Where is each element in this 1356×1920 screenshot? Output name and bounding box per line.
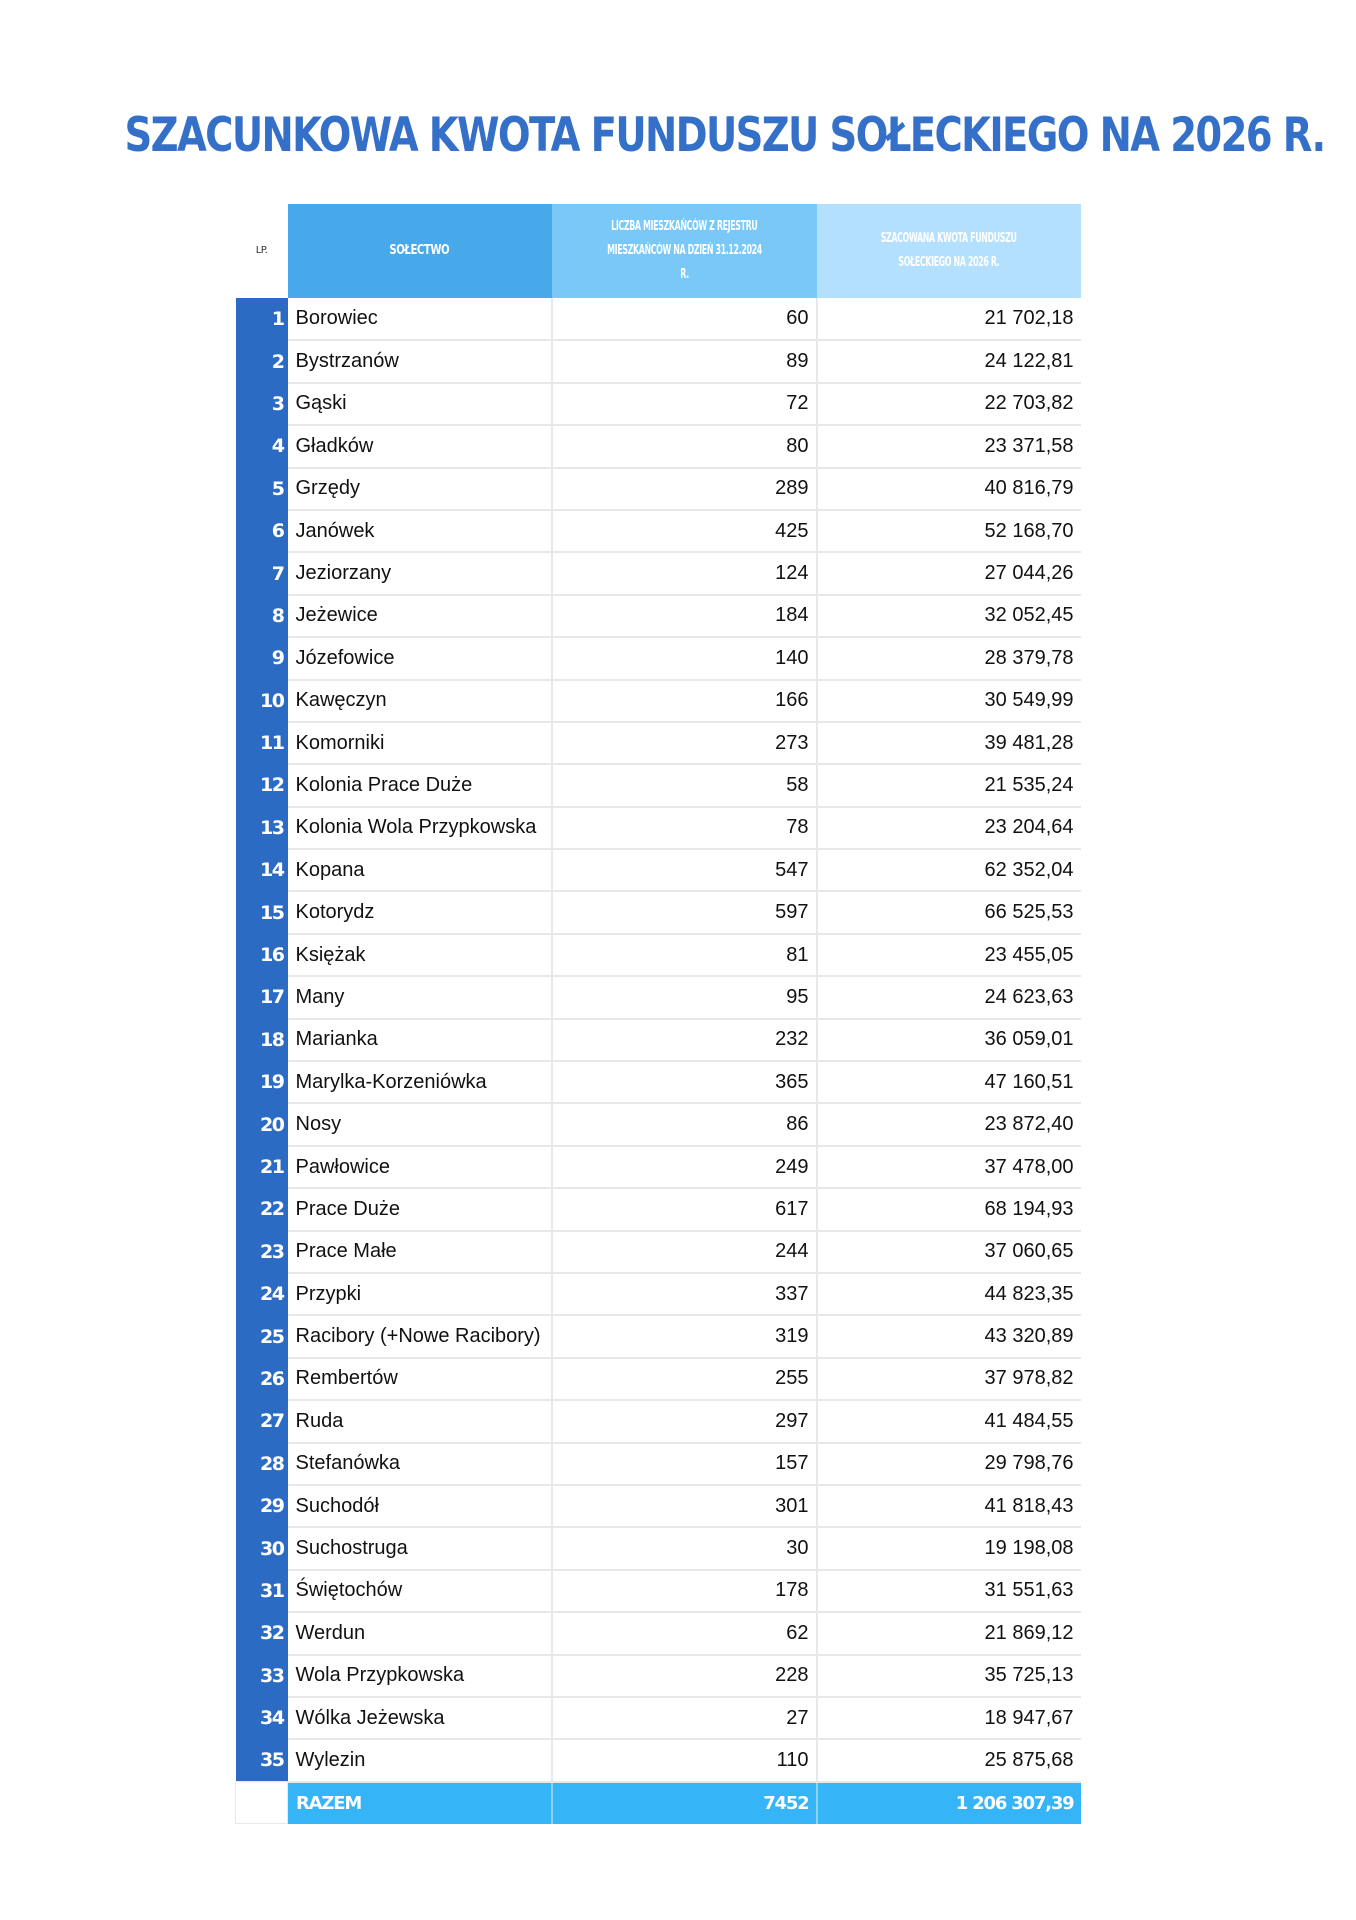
- row-population: 255: [552, 1358, 817, 1400]
- row-amount: 23 872,40: [817, 1103, 1081, 1145]
- table-row: [236, 1739, 1081, 1781]
- row-name: Marianka: [288, 1019, 552, 1061]
- table-row: [236, 1019, 1081, 1061]
- row-number: 16: [236, 934, 288, 976]
- table-row: [236, 1443, 1081, 1485]
- row-population: 337: [552, 1273, 817, 1315]
- row-population: 95: [552, 976, 817, 1018]
- row-amount: 43 320,89: [817, 1315, 1081, 1357]
- row-name: Wólka Jeżewska: [288, 1697, 552, 1739]
- row-name: Jeziorzany: [288, 552, 552, 594]
- total-row: [236, 1782, 1081, 1824]
- row-name: Gąski: [288, 383, 552, 425]
- row-number: 26: [236, 1358, 288, 1400]
- row-number: 33: [236, 1655, 288, 1697]
- row-name: Kolonia Wola Przypkowska: [288, 807, 552, 849]
- row-number: 22: [236, 1188, 288, 1230]
- row-name: Marylka-Korzeniówka: [288, 1061, 552, 1103]
- row-amount: 30 549,99: [817, 680, 1081, 722]
- row-name: Rembertów: [288, 1358, 552, 1400]
- row-name: Many: [288, 976, 552, 1018]
- header-population: [552, 204, 817, 298]
- row-name: Stefanówka: [288, 1443, 552, 1485]
- row-number: 8: [236, 595, 288, 637]
- row-name: Kopana: [288, 849, 552, 891]
- row-population: 597: [552, 891, 817, 933]
- row-amount: 21 702,18: [817, 298, 1081, 340]
- row-population: 157: [552, 1443, 817, 1485]
- row-population: 184: [552, 595, 817, 637]
- row-amount: 28 379,78: [817, 637, 1081, 679]
- row-number: 4: [236, 425, 288, 467]
- row-population: 78: [552, 807, 817, 849]
- row-amount: 18 947,67: [817, 1697, 1081, 1739]
- row-number: 15: [236, 891, 288, 933]
- header-name: SOŁECTWO: [288, 204, 552, 298]
- row-number: 6: [236, 510, 288, 552]
- row-amount: 24 122,81: [817, 340, 1081, 382]
- row-population: 60: [552, 298, 817, 340]
- table-row: [236, 1231, 1081, 1273]
- table-row: [236, 468, 1081, 510]
- row-number: 18: [236, 1019, 288, 1061]
- row-population: 228: [552, 1655, 817, 1697]
- row-number: 25: [236, 1315, 288, 1357]
- row-population: 124: [552, 552, 817, 594]
- row-name: Kotorydz: [288, 891, 552, 933]
- row-name: Jeżewice: [288, 595, 552, 637]
- row-population: 110: [552, 1739, 817, 1781]
- row-name: Komorniki: [288, 722, 552, 764]
- header-population-line2: MIESZKAŃCÓW NA DZIEŃ 31.12.2024 R.: [606, 243, 762, 282]
- row-amount: 37 978,82: [817, 1358, 1081, 1400]
- fund-table: [235, 204, 1081, 1824]
- table-row: [236, 1697, 1081, 1739]
- header-amount-line2: SOŁECKIEGO NA 2026 R.: [898, 255, 999, 270]
- row-population: 80: [552, 425, 817, 467]
- row-population: 244: [552, 1231, 817, 1273]
- table-row: [236, 849, 1081, 891]
- row-population: 425: [552, 510, 817, 552]
- row-number: 17: [236, 976, 288, 1018]
- header-population-line1: LICZBA MIESZKAŃCÓW Z REJESTRU: [610, 219, 758, 234]
- row-amount: 24 623,63: [817, 976, 1081, 1018]
- row-name: Suchostruga: [288, 1527, 552, 1569]
- row-amount: 27 044,26: [817, 552, 1081, 594]
- table-row: [236, 1315, 1081, 1357]
- table-row: [236, 1358, 1081, 1400]
- row-amount: 41 818,43: [817, 1485, 1081, 1527]
- table-header-row: [236, 204, 1081, 298]
- row-amount: 40 816,79: [817, 468, 1081, 510]
- table-row: [236, 383, 1081, 425]
- row-name: Borowiec: [288, 298, 552, 340]
- table-row: [236, 680, 1081, 722]
- header-lp: LP.: [236, 204, 288, 298]
- row-population: 86: [552, 1103, 817, 1145]
- row-population: 89: [552, 340, 817, 382]
- row-number: 11: [236, 722, 288, 764]
- table-row: [236, 1527, 1081, 1569]
- row-population: 297: [552, 1400, 817, 1442]
- page-title: SZACUNKOWA KWOTA FUNDUSZU SOŁECKIEGO NA 2026 R.: [124, 108, 1325, 163]
- row-name: Pawłowice: [288, 1146, 552, 1188]
- table-row: [236, 934, 1081, 976]
- row-amount: 31 551,63: [817, 1570, 1081, 1612]
- row-name: Kolonia Prace Duże: [288, 764, 552, 806]
- row-number: 14: [236, 849, 288, 891]
- row-name: Józefowice: [288, 637, 552, 679]
- row-name: Bystrzanów: [288, 340, 552, 382]
- row-population: 81: [552, 934, 817, 976]
- row-name: Wylezin: [288, 1739, 552, 1781]
- row-amount: 35 725,13: [817, 1655, 1081, 1697]
- row-name: Wola Przypkowska: [288, 1655, 552, 1697]
- table-row: [236, 1103, 1081, 1145]
- header-amount-line1: SZACOWANA KWOTA FUNDUSZU: [880, 231, 1017, 246]
- table-row: [236, 1188, 1081, 1230]
- table-row: [236, 1612, 1081, 1654]
- row-amount: 36 059,01: [817, 1019, 1081, 1061]
- row-amount: 66 525,53: [817, 891, 1081, 933]
- total-label: RAZEM: [288, 1782, 552, 1824]
- row-amount: 22 703,82: [817, 383, 1081, 425]
- row-name: Werdun: [288, 1612, 552, 1654]
- table-row: [236, 637, 1081, 679]
- table-row: [236, 1485, 1081, 1527]
- table-row: [236, 595, 1081, 637]
- row-population: 27: [552, 1697, 817, 1739]
- row-number: 10: [236, 680, 288, 722]
- row-name: Gładków: [288, 425, 552, 467]
- row-population: 319: [552, 1315, 817, 1357]
- row-name: Prace Duże: [288, 1188, 552, 1230]
- row-population: 140: [552, 637, 817, 679]
- row-amount: 41 484,55: [817, 1400, 1081, 1442]
- row-population: 62: [552, 1612, 817, 1654]
- table-row: [236, 552, 1081, 594]
- row-amount: 23 455,05: [817, 934, 1081, 976]
- row-number: 27: [236, 1400, 288, 1442]
- row-number: 9: [236, 637, 288, 679]
- row-population: 72: [552, 383, 817, 425]
- row-number: 35: [236, 1739, 288, 1781]
- row-number: 5: [236, 468, 288, 510]
- row-number: 32: [236, 1612, 288, 1654]
- total-amount: 1 206 307,39: [817, 1782, 1081, 1824]
- row-number: 1: [236, 298, 288, 340]
- table-row: [236, 1570, 1081, 1612]
- table-row: [236, 722, 1081, 764]
- table-row: [236, 340, 1081, 382]
- row-amount: 52 168,70: [817, 510, 1081, 552]
- row-name: Grzędy: [288, 468, 552, 510]
- table-row: [236, 807, 1081, 849]
- row-name: Przypki: [288, 1273, 552, 1315]
- row-amount: 25 875,68: [817, 1739, 1081, 1781]
- row-name: Ruda: [288, 1400, 552, 1442]
- row-number: 7: [236, 552, 288, 594]
- total-population: 7452: [552, 1782, 817, 1824]
- row-amount: 47 160,51: [817, 1061, 1081, 1103]
- row-number: 30: [236, 1527, 288, 1569]
- row-number: 29: [236, 1485, 288, 1527]
- row-name: Suchodół: [288, 1485, 552, 1527]
- row-population: 249: [552, 1146, 817, 1188]
- row-name: Nosy: [288, 1103, 552, 1145]
- row-amount: 68 194,93: [817, 1188, 1081, 1230]
- row-number: 13: [236, 807, 288, 849]
- row-population: 547: [552, 849, 817, 891]
- row-amount: 62 352,04: [817, 849, 1081, 891]
- row-amount: 37 478,00: [817, 1146, 1081, 1188]
- row-name: Kawęczyn: [288, 680, 552, 722]
- row-population: 58: [552, 764, 817, 806]
- row-population: 301: [552, 1485, 817, 1527]
- row-population: 289: [552, 468, 817, 510]
- row-population: 273: [552, 722, 817, 764]
- row-population: 178: [552, 1570, 817, 1612]
- row-number: 21: [236, 1146, 288, 1188]
- row-amount: 32 052,45: [817, 595, 1081, 637]
- row-number: 3: [236, 383, 288, 425]
- row-number: 19: [236, 1061, 288, 1103]
- row-number: 28: [236, 1443, 288, 1485]
- table-row: [236, 298, 1081, 340]
- table-row: [236, 510, 1081, 552]
- row-number: 2: [236, 340, 288, 382]
- row-population: 617: [552, 1188, 817, 1230]
- row-amount: 44 823,35: [817, 1273, 1081, 1315]
- row-name: Racibory (+Nowe Racibory): [288, 1315, 552, 1357]
- row-amount: 19 198,08: [817, 1527, 1081, 1569]
- table-row: [236, 1400, 1081, 1442]
- row-name: Księżak: [288, 934, 552, 976]
- row-name: Prace Małe: [288, 1231, 552, 1273]
- row-number: 34: [236, 1697, 288, 1739]
- row-amount: 23 371,58: [817, 425, 1081, 467]
- row-number: 20: [236, 1103, 288, 1145]
- table-row: [236, 891, 1081, 933]
- row-number: 12: [236, 764, 288, 806]
- row-amount: 39 481,28: [817, 722, 1081, 764]
- row-amount: 23 204,64: [817, 807, 1081, 849]
- row-population: 30: [552, 1527, 817, 1569]
- row-name: Świętochów: [288, 1570, 552, 1612]
- table-row: [236, 1061, 1081, 1103]
- row-name: Janówek: [288, 510, 552, 552]
- row-population: 232: [552, 1019, 817, 1061]
- header-amount: [817, 204, 1081, 298]
- row-number: 24: [236, 1273, 288, 1315]
- row-number: 31: [236, 1570, 288, 1612]
- row-amount: 29 798,76: [817, 1443, 1081, 1485]
- table-row: [236, 1655, 1081, 1697]
- table-row: [236, 425, 1081, 467]
- total-lp-cell: [236, 1782, 288, 1824]
- row-amount: 21 869,12: [817, 1612, 1081, 1654]
- table-row: [236, 1273, 1081, 1315]
- row-amount: 21 535,24: [817, 764, 1081, 806]
- row-population: 166: [552, 680, 817, 722]
- table-body: [236, 298, 1081, 1782]
- row-amount: 37 060,65: [817, 1231, 1081, 1273]
- table-row: [236, 976, 1081, 1018]
- table-row: [236, 764, 1081, 806]
- row-number: 23: [236, 1231, 288, 1273]
- row-population: 365: [552, 1061, 817, 1103]
- table-row: [236, 1146, 1081, 1188]
